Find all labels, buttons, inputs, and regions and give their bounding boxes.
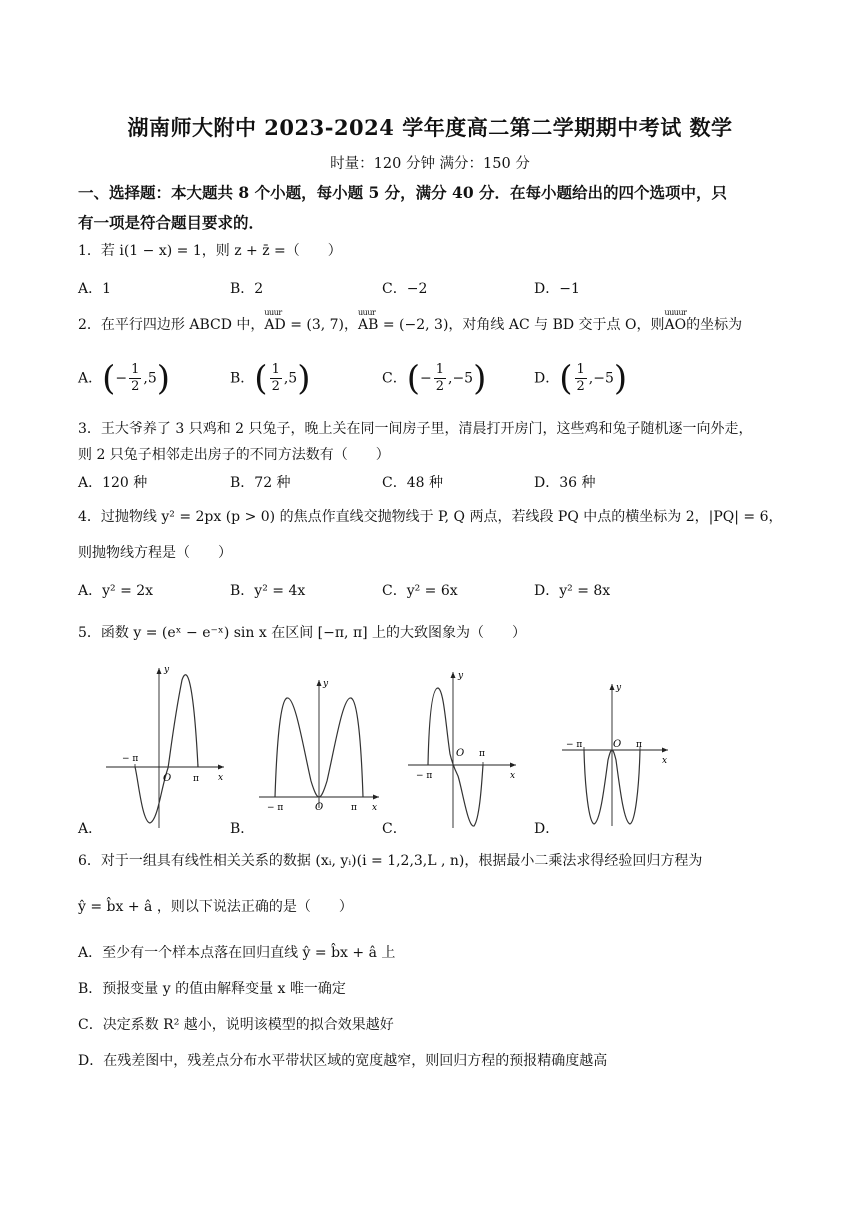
question-2-stem-c: 的坐标为: [686, 317, 743, 333]
graph-d-label: D．: [534, 821, 560, 837]
graph-c-label: C．: [382, 821, 407, 837]
origin-label: O: [613, 739, 622, 750]
vector-ab: [358, 308, 463, 336]
vector-ao-mark: uuuur: [664, 308, 687, 317]
graph-c: [404, 668, 524, 832]
question-1-stem-a: 1．若 i: [78, 243, 124, 259]
fraction-denominator: 2: [576, 379, 585, 394]
question-2-option-b: B．( $\frac{1}{2}$ ,5): [230, 358, 311, 399]
x-axis-arrow: [218, 765, 224, 770]
y-axis-arrow: [610, 684, 615, 690]
y-axis-arrow: [317, 680, 322, 686]
question-3-option-a: A．120 种: [78, 475, 148, 491]
fraction-denominator: 2: [271, 379, 280, 394]
option-letter: C．: [382, 370, 407, 387]
question-4-option-a: A．y² = 2x: [78, 583, 154, 599]
curve: [135, 675, 198, 823]
question-3-line2: 则 2 只兔子相邻走出房子的不同方法数有（ ）: [78, 447, 390, 463]
fraction-numerator: 1: [435, 362, 444, 377]
y-axis-arrow: [451, 672, 456, 678]
option-letter: B．: [230, 370, 255, 387]
origin-label: O: [456, 748, 465, 759]
question-2-stem: [78, 308, 790, 336]
option-sign: −: [419, 370, 432, 387]
graph-a-label: A．: [78, 821, 103, 837]
question-2-option-c: C．(− $\frac{1}{2}$ ,−5): [382, 358, 487, 399]
x-label: x: [510, 771, 516, 781]
vector-ao: [664, 308, 687, 336]
graph-d: [558, 680, 678, 832]
option-tail: ,5: [283, 370, 298, 387]
neg-pi-label: − π: [122, 754, 139, 764]
question-3-option-b: B．72 种: [230, 475, 291, 491]
neg-pi-label: − π: [267, 803, 284, 813]
pi-label: π: [636, 740, 642, 750]
vector-ad: [264, 308, 359, 336]
fraction-one-half: [129, 362, 141, 395]
y-axis-arrow: [157, 668, 162, 674]
question-1-stem: [78, 240, 790, 262]
vector-ad-text: AD = (3, 7)，: [264, 317, 359, 333]
question-5-stem: 5．函数 y = (eˣ − e⁻ˣ) sin x 在区间 [−π, π] 上的大致图象为（ ）: [78, 625, 527, 641]
fraction-one-half: [270, 362, 282, 395]
question-6-option-d: D．在残差图中，残差点分布水平带状区域的宽度越窄，则回归方程的预报精确度越高: [78, 1053, 608, 1069]
y-label: y: [164, 665, 170, 675]
fraction-one-half: [575, 362, 587, 395]
question-1-option-c: C．−2: [382, 281, 428, 297]
pi-label: π: [193, 774, 199, 784]
fraction-denominator: 2: [435, 379, 444, 394]
option-tail: ,5: [143, 370, 157, 387]
question-3-line1: 3．王大爷养了 3 只鸡和 2 只兔子，晚上关在同一间房子里，清晨打开房门，这些鸡和兔子随机逐一向外走，: [78, 421, 753, 437]
neg-pi-label: − π: [566, 740, 583, 750]
fraction-numerator: 1: [271, 362, 280, 377]
question-1-option-a: A．1: [78, 281, 112, 297]
question-6-line1: 6．对于一组具有线性相关关系的数据 (xᵢ, yᵢ)(i = 1,2,3,L , n)，根据最小二乘法求得经验回归方程为: [78, 853, 703, 869]
question-2-stem-b: 对角线 AC 与 BD 交于点 O，则: [462, 317, 665, 333]
pi-label: π: [351, 803, 357, 813]
x-axis-arrow: [510, 763, 516, 768]
option-letter: A．: [78, 370, 103, 387]
question-2-stem-a: 2．在平行四边形 ABCD 中，: [78, 317, 265, 333]
question-6-option-b: B．预报变量 y 的值由解释变量 x 唯一确定: [78, 981, 346, 997]
section-heading-line2: 有一项是符合题目要求的．: [78, 213, 265, 232]
question-3-option-c: C．48 种: [382, 475, 443, 491]
question-1-option-b: B．2: [230, 281, 264, 297]
question-4-line2: 则抛物线方程是（ ）: [78, 545, 232, 561]
question-4-option-c: C．y² = 6x: [382, 583, 458, 599]
exam-subtitle: 时量：120 分钟 满分：150 分: [330, 156, 530, 172]
y-label: y: [616, 683, 622, 693]
question-2-option-a: A．(− $\frac{1}{2}$ ,5): [78, 358, 171, 399]
graph-a: [102, 660, 232, 832]
vector-ao-text: AO: [664, 317, 687, 333]
vector-ab-mark: uuur: [358, 308, 376, 317]
question-6-option-a: A．至少有一个样本点落在回归直线 ŷ = b̂x + â 上: [78, 945, 396, 961]
question-2-option-d: D．( $\frac{1}{2}$ ,−5): [534, 358, 628, 399]
y-label: y: [458, 671, 464, 681]
question-1-stem-b: (1 − x) = 1，则 z + z̄ =（ ）: [123, 243, 342, 259]
section-heading-line1: 一、选择题：本大题共 8 个小题，每小题 5 分，满分 40 分．在每小题给出的四个选项中，只: [78, 183, 728, 202]
origin-label: O: [163, 773, 172, 784]
option-letter: D．: [534, 370, 560, 387]
option-tail: ,−5: [588, 370, 614, 387]
option-sign: −: [115, 370, 128, 387]
origin-label: O: [315, 802, 324, 813]
x-label: x: [372, 803, 378, 813]
fraction-denominator: 2: [131, 379, 140, 394]
x-label: x: [218, 773, 224, 783]
pi-label: π: [479, 749, 485, 759]
x-axis-arrow: [662, 748, 668, 753]
fraction-numerator: 1: [576, 362, 585, 377]
question-6-option-c: C．决定系数 R² 越小，说明该模型的拟合效果越好: [78, 1017, 394, 1033]
question-4-option-b: B．y² = 4x: [230, 583, 306, 599]
vector-ab-text: AB = (−2, 3)，: [358, 317, 463, 333]
question-4-option-d: D．y² = 8x: [534, 583, 611, 599]
question-1-option-d: D．−1: [534, 281, 580, 297]
fraction-numerator: 1: [131, 362, 140, 377]
option-tail: ,−5: [448, 370, 474, 387]
question-4-line1: 4．过抛物线 y² = 2px (p > 0) 的焦点作直线交抛物线于 P, Q 两点，若线段 PQ 中点的横坐标为 2，|PQ| = 6，: [78, 509, 783, 525]
graph-b: [255, 676, 385, 836]
question-3-option-d: D．36 种: [534, 475, 596, 491]
graph-b-label: B．: [230, 821, 255, 837]
x-axis-arrow: [373, 795, 379, 800]
x-label: x: [662, 756, 668, 766]
vector-ad-mark: uuur: [264, 308, 282, 317]
y-label: y: [323, 679, 329, 689]
exam-title: 湖南师大附中 2023-2024 学年度高二第二学期期中考试 数学: [127, 115, 733, 140]
neg-pi-label: − π: [416, 771, 433, 781]
fraction-one-half: [434, 362, 446, 395]
question-6-line2: ŷ = b̂x + â ，则以下说法正确的是（ ）: [78, 899, 353, 915]
